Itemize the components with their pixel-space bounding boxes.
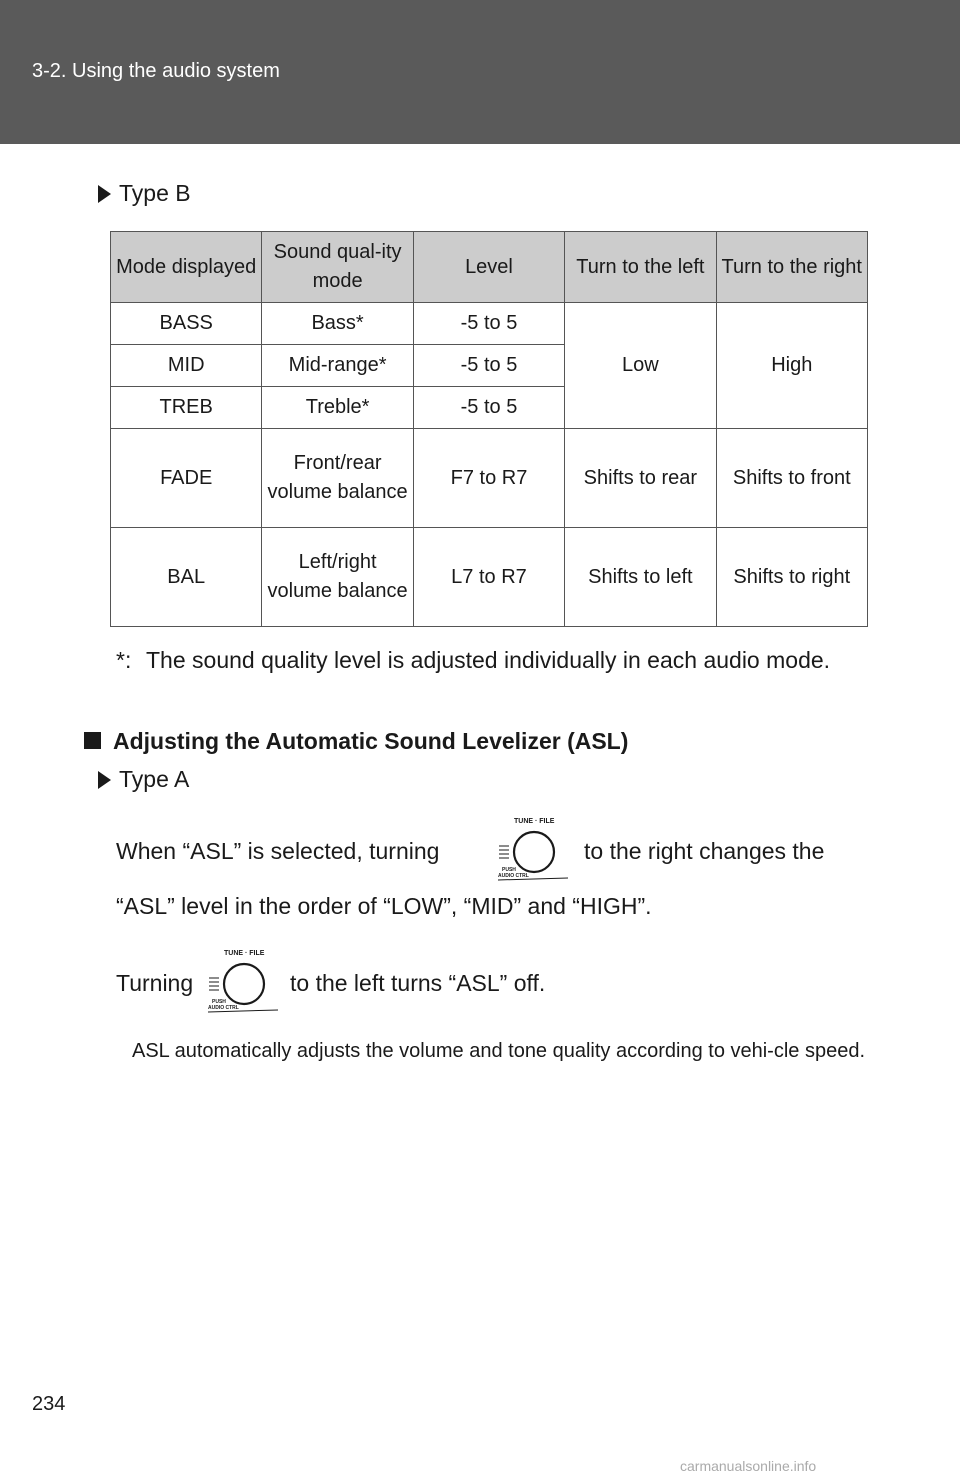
table-cell: Low <box>565 303 716 429</box>
table-cell: High <box>716 303 867 429</box>
table-cell: MID <box>111 345 262 387</box>
page-header <box>0 0 960 144</box>
table-cell: FADE <box>111 429 262 528</box>
footnote-marker: *: <box>116 647 132 673</box>
page-number: 234 <box>32 1393 66 1415</box>
arrow-right-icon <box>98 771 111 789</box>
knob-push-label: PUSH <box>212 999 226 1005</box>
watermark: carmanualsonline.info <box>680 1458 817 1474</box>
table-cell: Shifts to rear <box>565 429 716 528</box>
knob-top-label: TUNE · FILE <box>224 950 265 957</box>
table-cell: Mid-range* <box>262 345 413 387</box>
table-cell: -5 to 5 <box>413 303 564 345</box>
table-cell: Front/rear volume balance <box>262 429 413 528</box>
footnote <box>116 645 864 675</box>
table-row <box>111 429 868 528</box>
arrow-right-icon <box>98 185 111 203</box>
section-heading: Adjusting the Automatic Sound Levelizer (ASL) <box>84 728 628 755</box>
square-bullet-icon <box>84 732 101 749</box>
table-cell: TREB <box>111 387 262 429</box>
footnote-text: The sound quality level is adjusted individually in each audio mode. <box>146 647 831 673</box>
section-title: 3-2. Using the audio system <box>32 60 280 82</box>
type-b-label: Type B <box>98 180 191 207</box>
table-cell: -5 to 5 <box>413 345 564 387</box>
table-header-cell: Mode displayed <box>111 232 262 303</box>
para1-part1: When “ASL” is selected, turning <box>116 838 440 864</box>
knob-push-label: PUSH <box>502 867 516 873</box>
table-cell: Bass* <box>262 303 413 345</box>
table-cell: BASS <box>111 303 262 345</box>
table-cell: Shifts to front <box>716 429 867 528</box>
table-cell: Left/right volume balance <box>262 528 413 627</box>
table-cell: Shifts to left <box>565 528 716 627</box>
table-row <box>111 528 868 627</box>
para1-part2: to the right changes the <box>584 838 825 864</box>
tune-file-knob-icon <box>496 812 574 884</box>
para2-part2: to the left turns “ASL” off. <box>290 970 546 996</box>
type-a-label: Type A <box>98 766 189 793</box>
table-cell: BAL <box>111 528 262 627</box>
table-row <box>111 303 868 345</box>
table-cell: -5 to 5 <box>413 387 564 429</box>
tune-file-knob-icon <box>206 944 284 1016</box>
table-header-cell: Turn to the left <box>565 232 716 303</box>
table-header-cell: Sound qual-ity mode <box>262 232 413 303</box>
table-header-cell: Level <box>413 232 564 303</box>
knob-top-label: TUNE · FILE <box>514 818 555 825</box>
knob-ctrl-label: AUDIO CTRL <box>208 1005 239 1011</box>
table-cell: Shifts to right <box>716 528 867 627</box>
table-cell: L7 to R7 <box>413 528 564 627</box>
sound-settings-table <box>110 231 868 627</box>
table-header-row <box>111 232 868 303</box>
info-text: ASL automatically adjusts the volume and tone quality according to vehi-cle speed. <box>132 1040 866 1062</box>
table-cell: F7 to R7 <box>413 429 564 528</box>
para2-part1: Turning <box>116 970 194 996</box>
table-cell: Treble* <box>262 387 413 429</box>
knob-ctrl-label: AUDIO CTRL <box>498 873 529 879</box>
table-header-cell: Turn to the right <box>716 232 867 303</box>
para1-part3: “ASL” level in the order of “LOW”, “MID” and “HIGH”. <box>116 893 652 919</box>
